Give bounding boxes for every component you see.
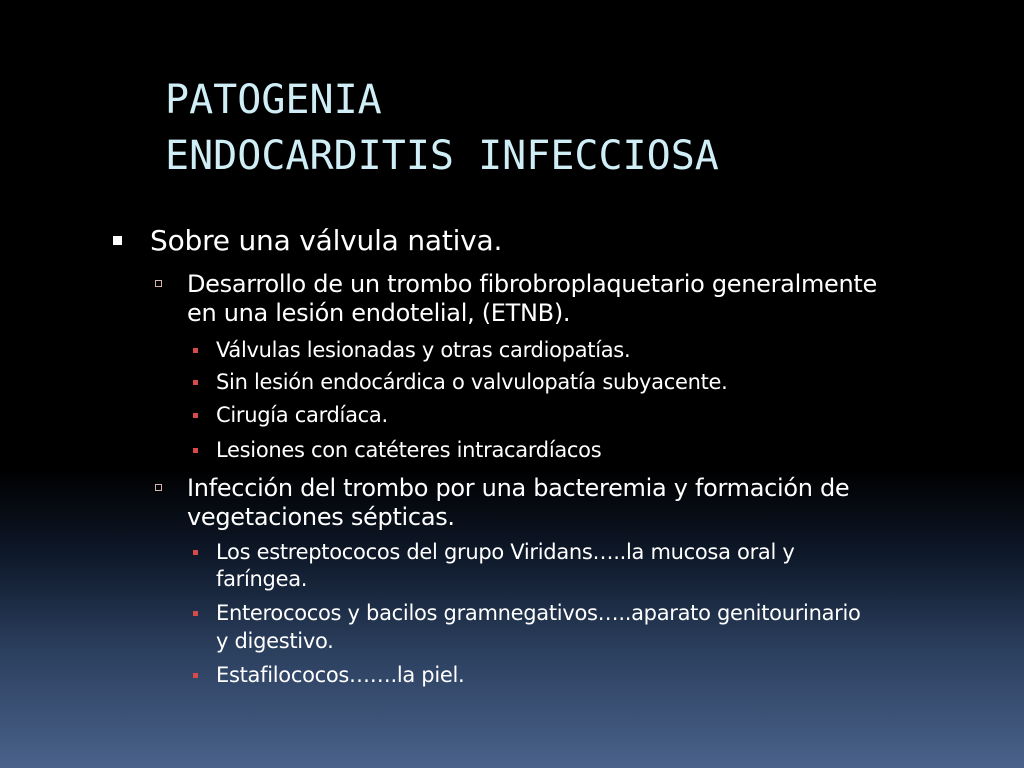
hollow-square-bullet-icon — [155, 280, 162, 287]
bullet-item-level1: Sobre una válvula nativa. — [150, 224, 503, 257]
bullet-item-level2-line1: Infección del trombo por una bacteremia y formación de — [187, 474, 850, 502]
hollow-square-bullet-icon — [155, 484, 162, 491]
small-square-bullet-icon — [193, 448, 198, 453]
bullet-item-level3: Lesiones con catéteres intracardíacos — [216, 438, 602, 462]
bullet-item-level2-line2: vegetaciones sépticas. — [187, 503, 455, 531]
bullet-item-level3-line1: Los estreptococos del grupo Viridans…..la mucosa oral y — [216, 540, 795, 564]
bullet-item-level2-line2: en una lesión endotelial, (ETNB). — [187, 299, 571, 327]
bullet-item-level3-line2: y digestivo. — [216, 629, 334, 653]
bullet-item-level3: Sin lesión endocárdica o valvulopatía subyacente. — [216, 370, 728, 394]
slide-title-line-2: ENDOCARDITIS INFECCIOSA — [165, 133, 719, 179]
slide-title-line-1: PATOGENIA — [165, 77, 382, 123]
small-square-bullet-icon — [193, 413, 198, 418]
small-square-bullet-icon — [193, 550, 198, 555]
bullet-item-level3: Válvulas lesionadas y otras cardiopatías. — [216, 338, 631, 362]
slide-title — [165, 72, 985, 184]
bullet-item-level3: Cirugía cardíaca. — [216, 403, 388, 427]
small-square-bullet-icon — [193, 380, 198, 385]
square-bullet-icon — [113, 236, 122, 245]
bullet-item-level2-line1: Desarrollo de un trombo fibrobroplaquetario generalmente — [187, 270, 877, 298]
small-square-bullet-icon — [193, 348, 198, 353]
small-square-bullet-icon — [193, 611, 198, 616]
bullet-item-level3-line2: faríngea. — [216, 567, 308, 591]
bullet-item-level3: Estafilococos…….la piel. — [216, 663, 465, 687]
bullet-item-level3-line1: Enterococos y bacilos gramnegativos…..aparato genitourinario — [216, 601, 861, 625]
small-square-bullet-icon — [193, 673, 198, 678]
